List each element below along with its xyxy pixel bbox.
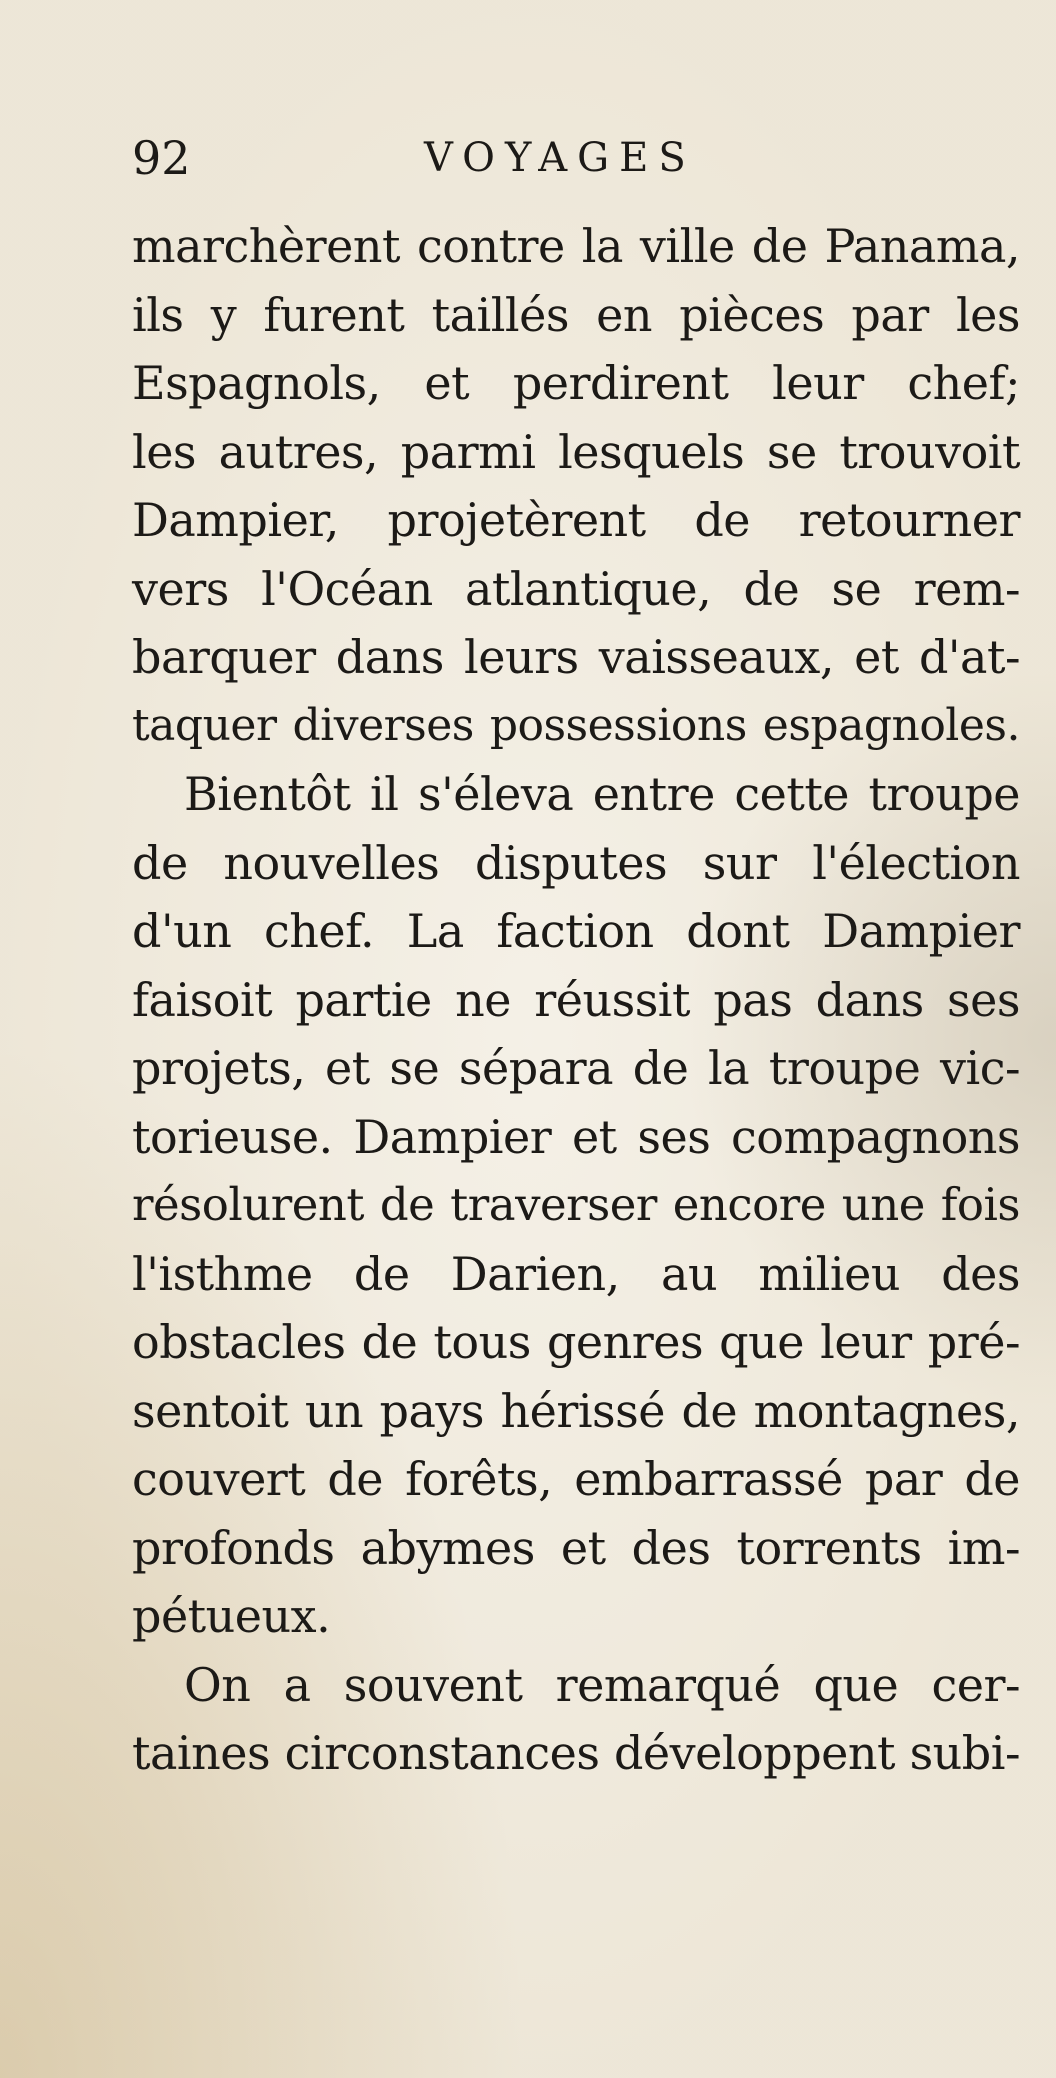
text-line: d'un chef. La faction dont Dampier [132, 904, 1020, 958]
text-line: torieuse. Dampier et ses compagnons [132, 1109, 1020, 1164]
text-line: projets, et se sépara de la troupe vic- [132, 1041, 1020, 1095]
text-line: obstacles de tous genres que leur pré- [132, 1315, 1020, 1369]
body-text [132, 212, 1020, 1788]
page-header [132, 128, 732, 188]
text-line: pétueux. [132, 1589, 331, 1643]
text-line: couvert de forêts, embarrassé par de [132, 1452, 1020, 1506]
text-line: barquer dans leurs vaisseaux, et d'at- [132, 630, 1020, 684]
text-line: ils y furent taillés en pièces par les [132, 287, 1020, 342]
text-line: taquer diverses possessions espagnoles. [132, 699, 1020, 751]
text-line: Espagnols, et perdirent leur chef; [132, 356, 1020, 410]
text-line: Dampier, projetèrent de retourner [132, 493, 1020, 547]
text-line: profonds abymes et des torrents im- [132, 1520, 1020, 1575]
text-line: faisoit partie ne réussit pas dans ses [132, 972, 1020, 1027]
text-line: les autres, parmi lesquels se trouvoit [132, 424, 1020, 479]
text-line: l'isthme de Darien, au milieu des [132, 1246, 1020, 1301]
text-line: sentoit un pays hérissé de montagnes, [132, 1383, 1020, 1438]
text-line: de nouvelles disputes sur l'élection [132, 835, 1020, 890]
text-line: On a souvent remarqué que cer- [184, 1657, 1020, 1712]
text-line: vers l'Océan atlantique, de se rem- [132, 561, 1020, 616]
text-line: résolurent de traverser encore une fois [132, 1178, 1020, 1231]
text-line: Bientôt il s'éleva entre cette troupe [184, 767, 1020, 821]
running-head: VOYAGES [424, 135, 696, 181]
page-number: 92 [132, 131, 191, 185]
text-line: taines circonstances développent subi- [132, 1726, 1020, 1780]
text-line: marchèrent contre la ville de Panama, [132, 219, 1020, 273]
